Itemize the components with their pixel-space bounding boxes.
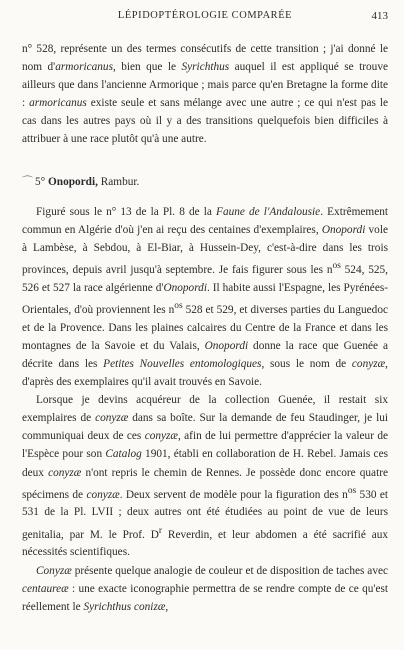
running-header <box>22 10 388 26</box>
paragraph-2: Figuré sous le n° 13 de la Pl. 8 de la Faune de l'Andalousie. Extrêmement commun en Algérie d'où j'en ai reçu des centaines d'exemplaires, Onopordi vole à Lambèse, à Sebdou, à El-Biar, à Hussein-Dey, c'est-à-dire dans les trois provinces, depuis avril jusqu'à septembre. Je fais figurer sous les $n^{os}$ 524, 525, 526 et 527 la race algérienne d'Onopordi. Il habite aussi l'Espagne, les Pyrénées-Orientales, d'où proviennent les $n^{os}$ 528 et 529, et diverses parties du Languedoc et de la Provence. Dans les plaines calcaires du Centre de la France et dans les montagnes de la Savoie et du Valais, Onopordi donne la race que Guenée a décrite dans les Petites Nouvelles entomologiques, sous le nom de conyzæ, d'après des exemplaires qu'il avait trouvés en Savoie. <box>22 205 389 389</box>
page-number: 413 <box>371 10 388 22</box>
margin-mark-icon: ⌒ <box>22 175 33 188</box>
running-title: LÉPIDOPTÉROLOGIE COMPARÉE <box>117 10 293 21</box>
species-name: Onopordi, <box>48 175 98 188</box>
species-author: Rambur. <box>100 175 140 188</box>
section-heading <box>22 173 388 191</box>
paragraph-3: Lorsque je devins acquéreur de la collection Guenée, il restait six exemplaires de conyzæ dans sa boîte. Sur la demande de feu Staudinger, je lui communiquai deux de ces conyzæ, afin de lui permettre d'apprécier la valeur de l'Espèce pour son Catalog 1901, établi en collaboration de H. Rebel. Jamais ces deux conyzæ n'ont repris le chemin de Rennes. Je possède donc encore quatre spécimens de conyzæ. Deux servent de modèle pour la figuration des $n^{os}$ 530 et 531 de la Pl. LVII ; deux autres ont été étudiées au point de vue de leurs genitalia, par M. le Prof. $D^r$ Reverdin, et leur abdomen a été sacrifié aux nécessités scientifiques. <box>22 394 389 559</box>
page-body <box>22 40 388 616</box>
paragraph-1: n° 528, représente un des termes consécutifs de cette transition ; j'ai donné le nom d'armoricanus, bien que le Syrichthus auquel il est appliqué se trouve ailleurs que dans l'ancienne Armorique ; mais parce qu'en Bretagne la forme dite : armoricanus existe seule et sans mélange avec une autre ; ce qui n'est pas le cas dans les autres pays où il y a des transitions quelquefois bien difficiles à attribuer à une race plutôt qu'à une autre. <box>22 43 388 146</box>
paragraph-4: Conyzæ présente quelque analogie de couleur et de disposition de taches avec centaureæ : une exacte iconographie permettra de se rendre compte de ce qu'est réellement le Syrichthus conizæ, <box>22 564 388 613</box>
section-number: 5° <box>35 175 46 188</box>
